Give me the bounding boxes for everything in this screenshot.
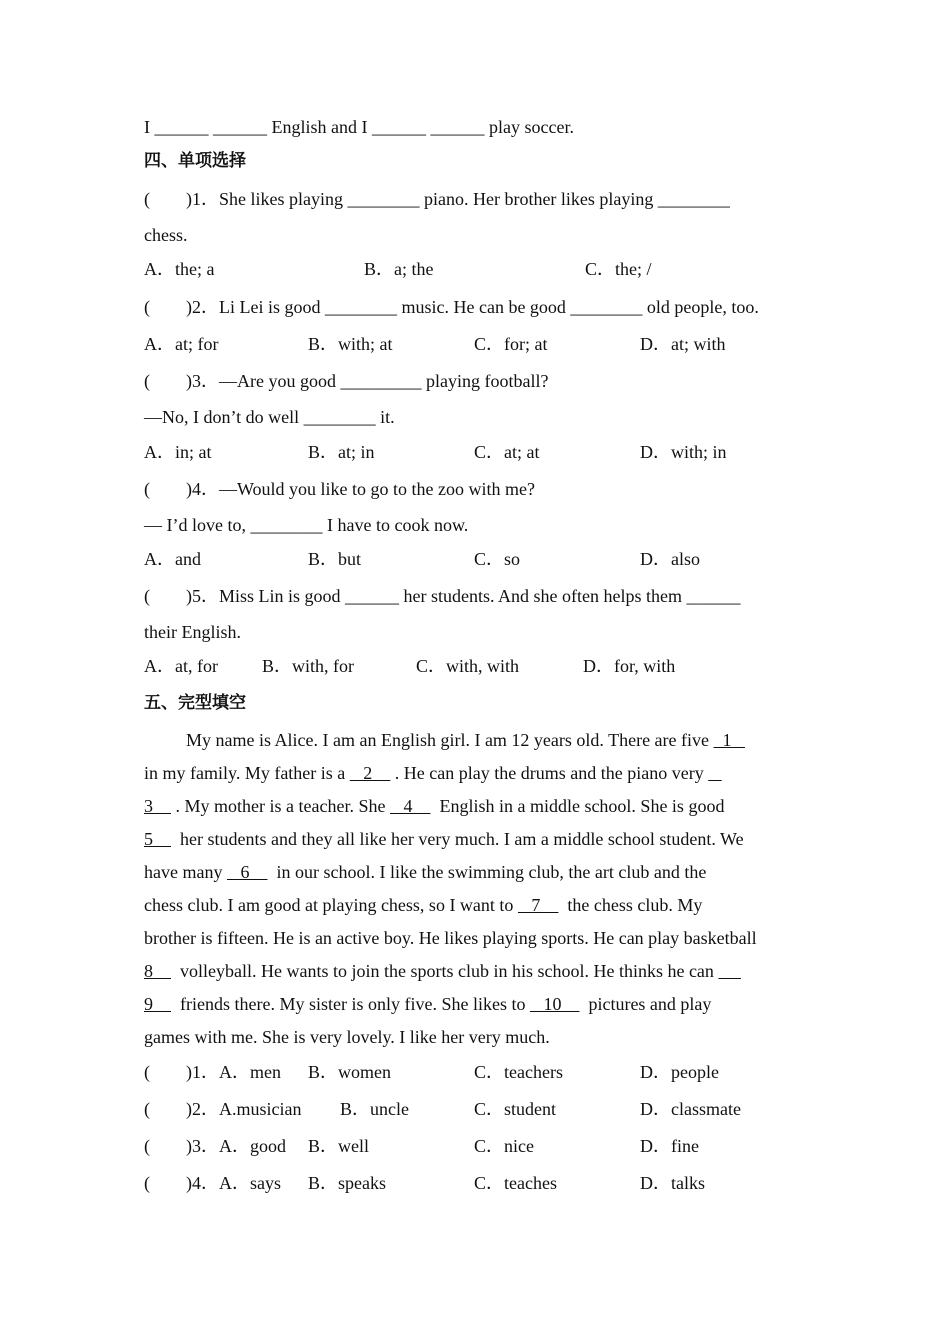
s4-q5-option-d: D．for, with bbox=[583, 656, 676, 676]
blank-3: 3 bbox=[144, 796, 171, 816]
passage-line-7: brother is fifteen. He is an active boy. He likes playing sports. He can play basketball bbox=[144, 928, 757, 948]
s4-q5-line2: their English. bbox=[144, 622, 241, 642]
s4-q5-line1: ( )5．Miss Lin is good ______ her students. And she often helps them ______ bbox=[144, 586, 741, 606]
cloze-q3-prefix: ( )3．A．good bbox=[144, 1136, 286, 1156]
s4-q4-option-a: A．and bbox=[144, 549, 201, 569]
s4-q4-option-c: C．so bbox=[474, 549, 521, 569]
cloze-q1-option-c: C．teachers bbox=[474, 1062, 563, 1082]
s4-q4-option-d: D．also bbox=[640, 549, 700, 569]
cloze-q4-option-c: C．teaches bbox=[474, 1173, 557, 1193]
cloze-q1-prefix: ( )1．A．men bbox=[144, 1062, 281, 1082]
cloze-q2-option-c: C．student bbox=[474, 1099, 557, 1119]
s4-q2-line1: ( )2．Li Lei is good ________ music. He can be good ________ old people, too. bbox=[144, 297, 759, 317]
blank-8: 8 bbox=[144, 961, 171, 981]
passage-line-10: games with me. She is very lovely. I like her very much. bbox=[144, 1027, 550, 1047]
s4-q1-line1: ( )1．She likes playing ________ piano. Her brother likes playing ________ bbox=[144, 189, 730, 209]
blank-7: 7 bbox=[517, 895, 559, 915]
s4-q1-option-a: A．the; a bbox=[144, 259, 215, 279]
cloze-q3-option-d: D．fine bbox=[640, 1136, 699, 1156]
passage-line-6: chess club. I am good at playing chess, so I want to 7 the chess club. My bbox=[144, 895, 703, 915]
s4-q5-option-b: B．with, for bbox=[262, 656, 354, 676]
cloze-q4-prefix: ( )4．A．says bbox=[144, 1173, 281, 1193]
blank-2: 2 bbox=[349, 763, 391, 783]
s4-q1-option-b: B．a; the bbox=[364, 259, 434, 279]
passage-line-3: 3 . My mother is a teacher. She 4 English in a middle school. She is good bbox=[144, 796, 725, 816]
cloze-q2-prefix: ( )2．A.musician bbox=[144, 1099, 302, 1119]
cloze-q4-option-b: B．speaks bbox=[308, 1173, 386, 1193]
blank-9-start bbox=[718, 961, 741, 981]
s4-q2-option-d: D．at; with bbox=[640, 334, 726, 354]
passage-line-4: 5 her students and they all like her very much. I am a middle school student. We bbox=[144, 829, 744, 849]
cloze-q3-option-c: C．nice bbox=[474, 1136, 534, 1156]
cloze-q2-option-b: B．uncle bbox=[340, 1099, 409, 1119]
s4-q3-line1: ( )3．—Are you good _________ playing football? bbox=[144, 371, 549, 391]
s4-q2-option-c: C．for; at bbox=[474, 334, 548, 354]
section-4-title: 四、单项选择 bbox=[144, 151, 246, 171]
blank-6: 6 bbox=[226, 862, 268, 882]
s4-q3-line2: —No, I don’t do well ________ it. bbox=[144, 407, 395, 427]
passage-line-5: have many 6 in our school. I like the swimming club, the art club and the bbox=[144, 862, 707, 882]
cloze-q1-option-b: B．women bbox=[308, 1062, 391, 1082]
blank-10: 10 bbox=[529, 994, 580, 1014]
blank-1: 1 bbox=[713, 730, 746, 750]
s4-q1-line2: chess. bbox=[144, 225, 188, 245]
s4-q1-option-c: C．the; / bbox=[585, 259, 652, 279]
blank-5: 5 bbox=[144, 829, 171, 849]
blank-3-start bbox=[708, 763, 722, 783]
top-line: I ______ ______ English and I ______ ______ play soccer. bbox=[144, 117, 574, 137]
s4-q2-option-a: A．at; for bbox=[144, 334, 219, 354]
cloze-q2-option-d: D．classmate bbox=[640, 1099, 741, 1119]
passage-line-8: 8 volleyball. He wants to join the sports club in his school. He thinks he can bbox=[144, 960, 741, 982]
cloze-q1-option-d: D．people bbox=[640, 1062, 719, 1082]
passage-line-1: My name is Alice. I am an English girl. I am 12 years old. There are five 1 bbox=[186, 730, 746, 750]
s4-q4-option-b: B．but bbox=[308, 549, 362, 569]
cloze-q4-option-d: D．talks bbox=[640, 1173, 705, 1193]
blank-4: 4 bbox=[389, 796, 431, 816]
s4-q5-option-a: A．at, for bbox=[144, 656, 218, 676]
passage-line-2: in my family. My father is a 2 . He can play the drums and the piano very bbox=[144, 762, 722, 784]
s4-q3-option-b: B．at; in bbox=[308, 442, 375, 462]
s4-q4-line2: — I’d love to, ________ I have to cook now. bbox=[144, 515, 469, 535]
s4-q4-line1: ( )4．—Would you like to go to the zoo with me? bbox=[144, 479, 535, 499]
s4-q3-option-c: C．at; at bbox=[474, 442, 540, 462]
s4-q2-option-b: B．with; at bbox=[308, 334, 393, 354]
s4-q3-option-a: A．in; at bbox=[144, 442, 212, 462]
s4-q5-option-c: C．with, with bbox=[416, 656, 520, 676]
blank-9: 9 bbox=[144, 994, 171, 1014]
s4-q3-option-d: D．with; in bbox=[640, 442, 727, 462]
passage-line-9: 9 friends there. My sister is only five. She likes to 10 pictures and play bbox=[144, 994, 712, 1014]
cloze-q3-option-b: B．well bbox=[308, 1136, 369, 1156]
section-5-title: 五、完型填空 bbox=[144, 693, 246, 713]
